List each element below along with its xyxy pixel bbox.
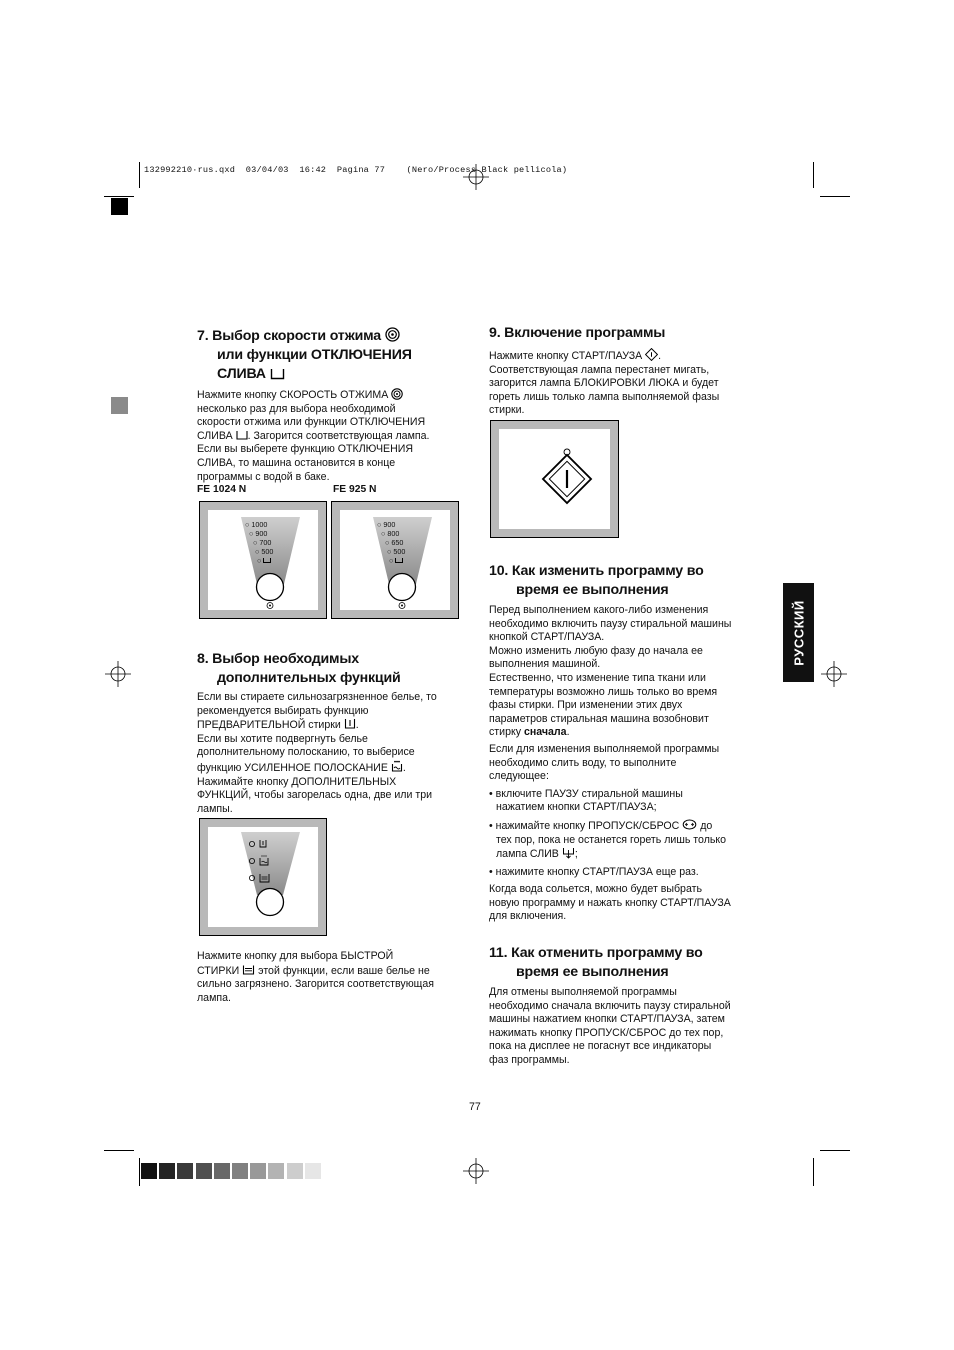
color-swatch [305, 1163, 321, 1179]
speed-option: ○ 700 [253, 538, 272, 547]
color-swatch [250, 1163, 266, 1179]
no-drain-option: ○ [389, 556, 403, 565]
color-swatch [214, 1163, 230, 1179]
options-panel [199, 818, 327, 936]
crop-mark [820, 196, 850, 197]
section-8-after: Нажмите кнопку для выбора БЫСТРОЙ СТИРКИ этой функции, если ваше белье не сильно загрязнено. Загорится соответствующая лампа. [197, 950, 435, 1004]
speed-option: ○ 800 [381, 529, 400, 538]
registration-mark-icon [821, 661, 847, 687]
spin-speed-icon [391, 388, 403, 400]
crop-mark [104, 1150, 134, 1151]
section-11-body: Для отмены выполняемой программы необходимо сначала включить паузу стиральной машины нажатием кнопки СТАРТ/ПАУЗА, затем нажимать кнопку ПРОПУСК/СБРОС до тех пор, пока на дисплее не погаснут все индикаторы фаз программы. [489, 986, 731, 1066]
bullet-item: • нажимайте кнопку ПРОПУСК/СБРОС до [489, 819, 713, 832]
quick-wash-icon [242, 964, 255, 975]
spin-panel-fe925 [331, 501, 459, 619]
crop-mark [104, 196, 134, 197]
section-8-heading: 8. Выбор необходимых дополнительных функций [197, 651, 401, 686]
no-drain-option: ○ [257, 556, 271, 565]
spin-panel-fe1024 [199, 501, 327, 619]
crop-mark [813, 1158, 814, 1186]
speed-option: ○ 500 [255, 547, 274, 556]
no-drain-icon [236, 430, 248, 440]
section-9-heading: 9. Включение программы [489, 325, 666, 341]
crop-mark [139, 1158, 140, 1186]
section-7-body: Нажмите кнопку СКОРОСТЬ ОТЖИМА несколько раз для выбора необходимой скорости отжима или функции ОТКЛЮЧЕНИЯ СЛИВА . Загорится соответствующая лампа. Если вы выберете функцию ОТКЛЮЧЕНИЯ СЛИВА, то машина остановится в конце программы с водой в баке. [197, 389, 430, 483]
model-label-fe925: FE 925 N [333, 484, 377, 495]
start-pause-button-icon[interactable] [499, 429, 610, 529]
skip-reset-icon [682, 819, 697, 830]
speed-option: ○ 900 [377, 520, 396, 529]
section-8-body: Если вы стираете сильнозагрязненное белье, то рекомендуется выбирать функцию ПРЕДВАРИТЕЛЬНОЙ стирки . Если вы хотите подвергнуть белье дополнительному полосканию, то выберисе функцию УСИЛЕННОЕ ПОЛОСКАНИЕ . Нажимайте кнопку ДОПОЛНИТЕЛЬНЫХ ФУНКЦИЙ, чтобы загорелась одна, две или три лампы. [197, 691, 437, 815]
registration-mark-icon [463, 1158, 489, 1184]
speed-option: ○ 650 [385, 538, 404, 547]
color-swatch [287, 1163, 303, 1179]
section-10-body: Перед выполнением какого-либо изменения необходимо включить паузу стиральной машины кнопкой СТАРТ/ПАУЗА. Можно изменить любую фазу до начала ее выполнения машиной. Естественно, что изменение типа ткани или температуры возможно лишь только во время фазы стирки. При изменении этих двух параметров стиральная машина возобновит стирку сначала. Если для изменения выполняемой программы необходимо слить воду, то выполните следующее: • включите ПАУЗУ стиральной машины нажатием кнопки СТАРТ/ПАУЗА; • нажимайте кнопку ПРОПУСК/СБРОС до тех пор, пока не останется гореть лишь только лампа СЛИВ ; • нажимите кнопку СТАРТ/ПАУЗА еще раз. Когда вода сольется, можно будет выбрать новую программу и нажать кнопку СТАРТ/ПАУЗА для включения. [489, 604, 764, 924]
color-swatch [141, 1163, 157, 1179]
language-tab-label: РУССКИЙ [791, 599, 806, 666]
start-pause-icon [645, 348, 658, 361]
section-9-body: Нажмите кнопку СТАРТ/ПАУЗА . Соответствующая лампа перестанет мигать, загорится лампа БЛОКИРОВКИ ЛЮКА и будет гореть лишь только лампа выполняемой фазы стирки. [489, 350, 720, 417]
section-7-heading: 7. Выбор скорости отжима или функции ОТКЛЮЧЕНИЯ СЛИВА [197, 328, 412, 382]
crop-mark [813, 162, 814, 188]
model-label-fe1024: FE 1024 N [197, 484, 247, 495]
bullet-item: • включите ПАУЗУ стиральной машины [489, 787, 683, 800]
no-drain-icon [270, 367, 285, 380]
language-tab [783, 583, 814, 682]
spin-speed-icon [385, 327, 400, 342]
crop-mark [139, 162, 140, 188]
color-swatch [196, 1163, 212, 1179]
grey-marker-square [111, 397, 128, 414]
bullet-item: • нажимите кнопку СТАРТ/ПАУЗА еще раз. [489, 865, 699, 878]
registration-mark-icon [105, 661, 131, 687]
page-number: 77 [469, 1101, 481, 1113]
color-swatch [232, 1163, 248, 1179]
speed-option: ○ 900 [249, 529, 268, 538]
panel-light-beam [208, 827, 318, 927]
section-11-heading: 11. Как отменить программу во время ее выполнения [489, 945, 703, 980]
slug-line: 132992210·rus.qxd 03/04/03 16:42 Pagina 77 (Nero/Process Black pellicola) [144, 165, 568, 175]
crop-mark [820, 1150, 850, 1151]
black-marker-square [111, 198, 128, 215]
prewash-icon [344, 718, 356, 729]
color-swatch [177, 1163, 193, 1179]
color-swatch [268, 1163, 284, 1179]
speed-option: ○ 500 [387, 547, 406, 556]
section-10-heading: 10. Как изменить программу во время ее выполнения [489, 563, 704, 598]
speed-option: ○ 1000 [245, 520, 268, 529]
color-swatch [159, 1163, 175, 1179]
start-pause-panel [490, 420, 619, 538]
extra-rinse-icon [391, 760, 403, 772]
drain-icon [562, 847, 575, 859]
registration-mark-icon [463, 164, 489, 190]
